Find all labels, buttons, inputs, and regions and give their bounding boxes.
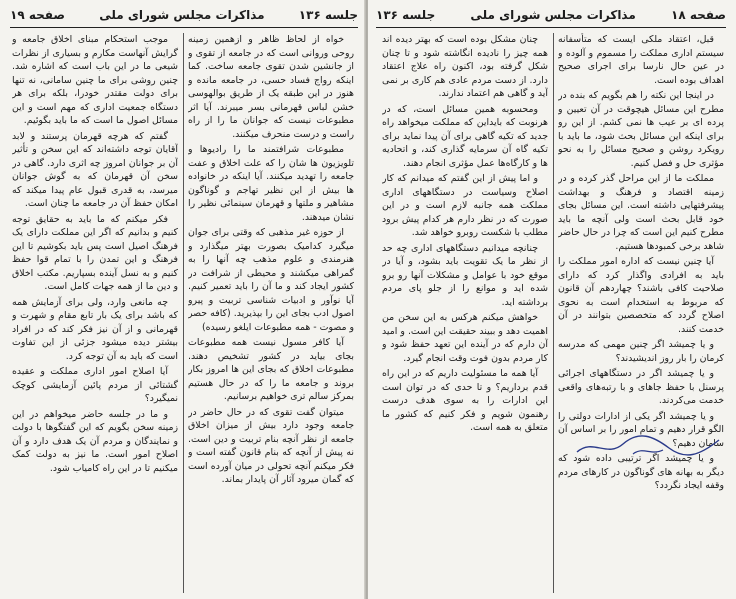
left-page-number: صفحه ۱۹ [10,8,66,22]
paragraph: و ما در جلسه حاضر میخواهم در این زمینه سخن بگویم که این گفتگوها با دولت و نمایندگان و مردم آن یک هدف دارد و آن اصلاح امور است. ما نیز به دولت کمک میکنیم تا در این راه کامیاب شود. [12,408,178,474]
paragraph: گفتم که هرچه قهرمان پرستند و لابد آقایان توجه داشته‌اند که این سخن و تأثیر آن بر جوانان امروز چه اثری دارد. گاهی در سخن آن قهرمان که به گوش جوانان میرسد، به قدری قبول عام پیدا میکند که امکان حفظ آن در جامعه ما چنان است. [12,130,178,209]
right-page-header [376,4,726,26]
right-header-rule [376,27,726,28]
left-page-left-column [12,33,178,593]
column-divider [183,33,184,593]
paragraph: قبل، اعتقاد ملکی ایست که متأسفانه سیستم اداری مملکت را مسموم و آلوده و در عین حال نارسا برای اجرای صحیح اهداف بوده است. [558,34,724,86]
paragraph: آیا کافر مسول نیست همه مطبوعات بجای بیاید در کشور تشخیص دهند. مطبوعات اخلاق که بجای این ها امروز بکار بروند و جامعه ما را که در حال هستیم بمرکز سالم تری خواهیم برسانیم. [188,337,354,402]
paragraph: مملکت ما از این مراحل گذر کرده و در زمینه اقتصاد و فرهنگ و بهداشت پیشرفتهایی داشته است. این مسائل بجای خود قابل بحث است ولی آنچه ما باید مطرح کنیم این است که چرا در حال حاضر شاهد برخی کمبودها هستیم. [558,173,724,252]
right-page-right-column [558,33,724,593]
right-page-title: مذاکرات مجلس شورای ملی [470,8,636,22]
paragraph: ومحسوبه همین مسائل است، که در هرنوبت که بایداین که مملکت میخواهد راه جدید که تکیه گاهی برای آن پیدا نماید برای تکیه گاه آن سرمایه گذاری کند، و اتحادیه ها و کارگاه‌ها عمل مؤثری انجام دهند. [382,103,548,169]
left-session-label: جلسه ۱۳۶ [298,8,358,22]
paragraph: و یا چمیشد اگر یکی از ادارات دولتی را الگو قرار دهیم و تمام امور را بر اساس آن سامان دهیم؟ [558,410,724,449]
paragraph: فکر میکنم که ما باید به حقایق توجه کنیم و بدانیم که اگر این مملکت دارای یک فرهنگ اصیل است پس باید بکوشیم تا این فرهنگ و این تمدن را با تمام قوا حفظ کنیم و به نسل آینده بسپاریم. مکتب اخلاق و دین ما از همه جهات کامل است. [12,213,178,292]
left-page-header [10,4,358,26]
paragraph: آیا اصلاح امور اداری مملکت و عقیده گشتائی از مردم پائین آزمایشی کوچک نمیگیرد؟ [12,366,178,404]
paragraph: چنان مشکل بوده است که بهتر دیده اند همه چیز را نادیده انگاشته شود و تا چنان شکل گرفته بود، اکنون راه علاج اعتقاد دارد. از دست مردم عادی هم کاری بر نمی آید و گاهی هم اعتماد ندارند. [382,34,548,99]
right-page-left-column [382,33,548,593]
handwritten-annotation-icon [573,432,723,460]
paragraph: مطبوعات شرافتمند ما را رادیوها و تلویزیون ها شان را که علت اخلاق و عفت جامعه را تهدید میکنند. آیا اینکه در خانواده ها بیش از این نظیر تهاجم و گوناگون مشاهیر و ملتها و قهرمان سینمائی نظیر را نشان میدهند. [188,144,354,223]
paragraph: و یا چمیشد اگر چنین مهمی که مدرسه کرمان را بار روز اندیشیدند؟ [558,339,724,364]
paragraph: خواهش میکنم هرکس به این سخن من اهمیت دهد و ببیند حقیقت این است. و امید آن دارم که در آینده این تعهد حفظ شود و کار مردم بدون فوت وقت انجام گیرد. [382,312,548,364]
paragraph: چنانچه میدانیم دستگاههای اداری چه حد از نظر ما یک تقویت باید بشود، و آیا در موقع خود با عوامل و مشکلات آنها رو برو شده اید و موانع را از جلو پای مردم برداشته اید. [382,242,548,308]
paragraph: موجب استحکام مبنای اخلاق جامعه و گرایش آنهاست مکارم و بسیاری از نظرات شیعی ما در این باب است که اشاره شد. چنین روشی برای ما چنین سامانی، نه تنها برای دولت مقتدر خودرا، بلکه برای هر دستگاه جمعیت اداری که مهم است و این مسائل اصول ما است که ما باید بگوئیم. [12,34,178,126]
left-page [0,0,366,599]
right-page-number: صفحه ۱۸ [671,8,726,22]
paragraph: آیا چنین نیست که اداره امور مملکت را باید به افرادی واگذار کرد که دارای صلاحیت کافی باشند؟ چهاردهم آن قانون که مربوط به استخدام است به نحوی اصلاح گردد که متخصصین بتوانند در آن خدمت کنند. [558,256,724,335]
paragraph: در اینجا این نکته را هم بگویم که بنده در مطرح این مسائل هیچوقت در آن تعیین و پرده ای بر عیب ها نمی کشم. از این رو برای اینکه این مسائل بحث شود، ما باید با رویکرد روشن و صحیح مسائل را به نحو مؤثری حل و فصل کنیم. [558,90,724,169]
paragraph: و اما پیش از این گفتم که میدانم که کار اصلاح وسیاست در دستگاههای اداری مملکت همه جانبه لازم است و در این صورت که در نظر دارم هر کدام پیش برود مطلب با شکست روبرو خواهد شد. [382,173,548,238]
paragraph: و یا چمیشد اگر ترتیبی داده شود که دیگر به بهانه های گوناگون در کارهای مردم وقفه ایجاد نگردد؟ [558,453,724,491]
left-page-right-column [188,33,354,593]
paragraph: از حوزه غیر مذهبی که وقتی برای جوان میگیرد کدامیک بصورت بهتر میگذارد و هنرمندی و علوم مذهب چه آنها را به گمراهی میکشند و محیطی از شرافت در کشور ایجاد کند و ما آن را باید تعمیر کنیم. آیا نوآور و ادبیات شناسی تربیت و پیرو اصول ادب بجای این را بپذیرید. (کافه حصر و مصوت - همه مطبوعات ایلغو رسیده) [188,227,354,333]
paragraph: آیا همه ما مسئولیت داریم که در این راه قدم برداریم؟ و تا حدی که در توان است این ادارات را به سوی هدف درست رهنمون شویم و فکر کنیم که کشور ما متعلق به همه است. [382,368,548,433]
left-header-rule [10,27,358,28]
paragraph: و یا چمیشد اگر در دستگاههای اجرائی پرسنل با حفظ جاهای و با رتبه‌های واقعی خدمت می‌کردند. [558,368,724,406]
paragraph: میتوان گفت تقوی که در حال حاضر در جامعه وجود دارد بیش از میزان اخلاق جامعه از نظر آنچه بنام تربیت و دین است. نه پیش از آنچه که بنام قانون گفته است و فکر میکنم آنچه تحولی در میان آورده است که گمان میرود آثار آن پایدار بماند. [188,406,354,485]
right-page [368,0,736,599]
right-session-label: جلسه ۱۳۶ [376,8,436,22]
left-page-title: مذاکرات مجلس شورای ملی [99,8,265,22]
column-divider [553,33,554,593]
paragraph: چه مانعی وارد، ولی برای آزمایش همه که باشد برای یک بار تابع مقام و شهرت و قهرمانی و از آن نیز فکر کند که در افراد بیشتر دیده میشود جزئی از این تفاوت است که باید به آن توجه کرد. [12,296,178,362]
paragraph: خواه از لحاظ ظاهر و ازهمین زمینه روحی وروانی است که در جامعه از تقوی و از جانشین شدن تقوی جامعه ساخت. کما اینکه رواج فساد حسی، در جامعه مانده و هنوز در این طبقه یک از طریق بوالهوسی خشن لباس قهرمانی بسر میبرند. آیا اثر مطبوعات نیست که جوانان ما را از راه راست و درست منحرف میکنند. [188,34,354,140]
